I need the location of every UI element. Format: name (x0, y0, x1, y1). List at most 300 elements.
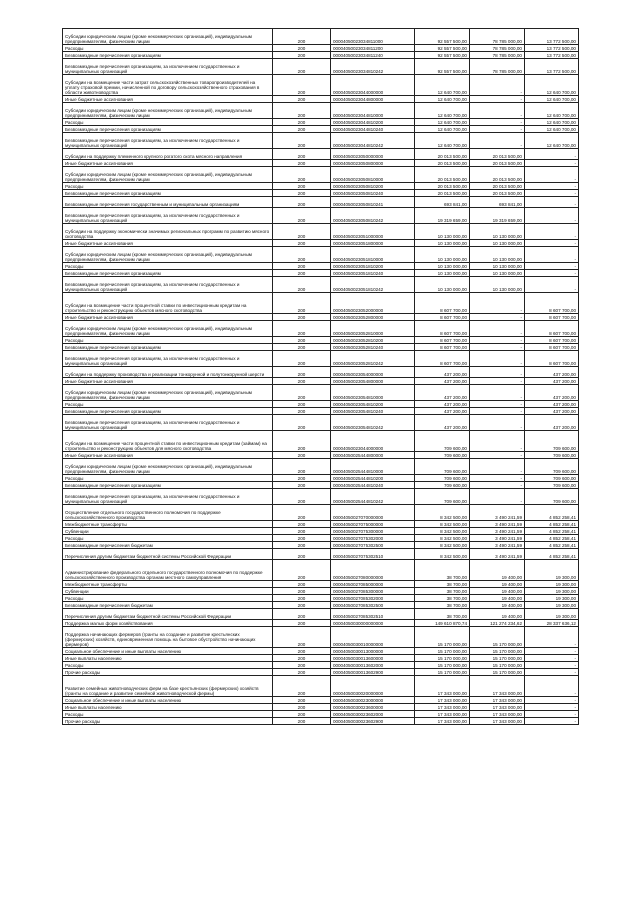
row-budget-code-cell: 00004050030013600000 (331, 655, 415, 662)
table-row (63, 535, 579, 542)
table-row (63, 378, 579, 385)
row-remainder-cell: - (525, 149, 579, 160)
row-budget-code-cell: 00004050023050810241 (331, 197, 415, 208)
table-row (63, 669, 579, 676)
row-line-code-cell: 200 (273, 662, 331, 669)
row-budget-code-cell: 00004050027085302510 (331, 609, 415, 620)
row-approved-cell: 709 600,00 (415, 459, 470, 475)
row-remainder-cell: - (525, 697, 579, 704)
row-executed-cell: 19 400,00 (470, 560, 525, 581)
row-remainder-cell: 19 300,00 (525, 581, 579, 588)
row-line-code-cell: 200 (273, 183, 331, 190)
row-line-code-cell: 200 (273, 119, 331, 126)
table-row (63, 133, 579, 149)
row-remainder-cell: - (525, 662, 579, 669)
row-line-code-cell: 200 (273, 588, 331, 595)
row-name-cell: Социальное обеспечение и иные выплаты населению (63, 697, 273, 704)
row-executed-cell: 3 490 241,59 (470, 528, 525, 535)
row-approved-cell: 709 600,00 (415, 489, 470, 505)
row-line-code-cell: 200 (273, 535, 331, 542)
row-budget-code-cell: 00004050027075000000 (331, 521, 415, 528)
row-executed-cell: 78 785 000,00 (470, 29, 525, 45)
row-executed-cell: 19 400,00 (470, 602, 525, 609)
row-name-cell: Безвозмездные перечисления организациям, за исключением государственных и муниципальных организаций (63, 415, 273, 431)
row-remainder-cell: 13 772 500,00 (525, 59, 579, 75)
row-line-code-cell: 200 (273, 224, 331, 240)
row-executed-cell: 10 130 000,00 (470, 270, 525, 277)
row-executed-cell: - (470, 351, 525, 367)
row-line-code-cell: 200 (273, 293, 331, 314)
table-row (63, 59, 579, 75)
row-executed-cell: 19 400,00 (470, 581, 525, 588)
row-executed-cell: - (470, 431, 525, 452)
table-row (63, 240, 579, 247)
row-executed-cell: 78 785 000,00 (470, 45, 525, 52)
row-budget-code-cell: 00004050023044810200 (331, 119, 415, 126)
row-remainder-cell: 19 300,00 (525, 560, 579, 581)
row-approved-cell: 15 170 000,00 (415, 662, 470, 669)
table-row (63, 711, 579, 718)
row-approved-cell: 17 343 000,00 (415, 711, 470, 718)
row-line-code-cell: 200 (273, 52, 331, 59)
row-name-cell: Субсидии на возмещение части процентной ставки по инвестиционным кредитам на строительство и реконструкцию объектов мясного скотоводства (63, 293, 273, 314)
table-row (63, 126, 579, 133)
row-budget-code-cell: 00004050027085300000 (331, 588, 415, 595)
row-remainder-cell: - (525, 197, 579, 208)
row-remainder-cell: 19 300,00 (525, 595, 579, 602)
table-row (63, 697, 579, 704)
row-remainder-cell: 437 200,00 (525, 415, 579, 431)
row-budget-code-cell: 00004050030023602000 (331, 711, 415, 718)
row-budget-code-cell: 00004050023050800000 (331, 160, 415, 167)
row-approved-cell: 10 130 000,00 (415, 224, 470, 240)
row-line-code-cell: 200 (273, 59, 331, 75)
row-executed-cell: 15 170 000,00 (470, 669, 525, 676)
row-budget-code-cell: 00004050027085302500 (331, 602, 415, 609)
row-name-cell: Иные бюджетные ассигнования (63, 314, 273, 321)
row-budget-code-cell: 00004050023052810240 (331, 344, 415, 351)
row-approved-cell: 437 200,00 (415, 367, 470, 378)
row-budget-code-cell: 00004050023034811000 (331, 29, 415, 45)
row-executed-cell: - (470, 321, 525, 337)
row-remainder-cell: 19 300,00 (525, 588, 579, 595)
row-name-cell: Перечисления другим бюджетам бюджетной системы Российской Федерации (63, 549, 273, 560)
table-row (63, 52, 579, 59)
table-row (63, 549, 579, 560)
row-remainder-cell: 709 600,00 (525, 452, 579, 459)
row-line-code-cell: 200 (273, 415, 331, 431)
row-remainder-cell: - (525, 240, 579, 247)
row-line-code-cell: 200 (273, 581, 331, 588)
row-remainder-cell: 28 337 636,12 (525, 620, 579, 627)
row-executed-cell: 10 130 000,00 (470, 224, 525, 240)
row-approved-cell: 12 640 700,00 (415, 75, 470, 96)
table-row (63, 542, 579, 549)
row-remainder-cell: - (525, 277, 579, 293)
row-approved-cell: 149 610 870,74 (415, 620, 470, 627)
row-executed-cell: 15 170 000,00 (470, 648, 525, 655)
row-approved-cell: 38 700,00 (415, 588, 470, 595)
row-line-code-cell: 200 (273, 167, 331, 183)
row-name-cell: Расходы (63, 595, 273, 602)
row-line-code-cell: 200 (273, 475, 331, 482)
row-remainder-cell: 4 852 258,41 (525, 528, 579, 535)
row-line-code-cell: 200 (273, 247, 331, 263)
row-approved-cell: 437 200,00 (415, 415, 470, 431)
row-name-cell: Расходы (63, 535, 273, 542)
row-name-cell: Иные бюджетные ассигнования (63, 378, 273, 385)
row-budget-code-cell: 00004050027085302000 (331, 595, 415, 602)
row-executed-cell: 78 785 000,00 (470, 52, 525, 59)
table-row (63, 183, 579, 190)
row-executed-cell: 3 490 241,59 (470, 542, 525, 549)
row-budget-code-cell: 00004050023050810240 (331, 190, 415, 197)
row-remainder-cell: 437 200,00 (525, 367, 579, 378)
row-remainder-cell: 709 600,00 (525, 459, 579, 475)
table-row (63, 224, 579, 240)
row-name-cell: Субсидии на поддержку экономически значимых региональных программ по развитию мясного скотоводства (63, 224, 273, 240)
table-row (63, 655, 579, 662)
row-executed-cell: - (470, 119, 525, 126)
row-line-code-cell: 200 (273, 676, 331, 697)
row-line-code-cell: 200 (273, 528, 331, 535)
table-row (63, 482, 579, 489)
row-name-cell: Субсидии на поддержку производства и реализации тонкорунной и полутонкорунной шерсти (63, 367, 273, 378)
row-remainder-cell: 4 852 258,41 (525, 521, 579, 528)
row-approved-cell: 12 640 700,00 (415, 103, 470, 119)
row-executed-cell: 3 490 241,59 (470, 521, 525, 528)
row-budget-code-cell: 00004050023054800000 (331, 378, 415, 385)
row-name-cell: Безвозмездные перечисления организациям (63, 126, 273, 133)
row-executed-cell: - (470, 385, 525, 401)
row-remainder-cell: 437 200,00 (525, 385, 579, 401)
row-approved-cell: 8 607 700,00 (415, 344, 470, 351)
table-row (63, 263, 579, 270)
row-budget-code-cell: 00004050030023602900 (331, 718, 415, 725)
table-row (63, 351, 579, 367)
row-approved-cell: 8 342 500,00 (415, 549, 470, 560)
row-name-cell: Безвозмездные перечисления организациям, за исключением государственных и муниципальных организаций (63, 351, 273, 367)
row-name-cell: Поддержка начинающих фермеров (гранты на создание и развитие крестьянских (фермерских) хозяйств, единовременная помощь на бытовое обустройство начинающих фермеров) (63, 627, 273, 648)
row-line-code-cell: 200 (273, 711, 331, 718)
row-remainder-cell: 709 600,00 (525, 489, 579, 505)
table-row (63, 452, 579, 459)
row-remainder-cell: - (525, 655, 579, 662)
row-approved-cell: 92 557 500,00 (415, 52, 470, 59)
row-remainder-cell: - (525, 648, 579, 655)
row-remainder-cell: 12 640 700,00 (525, 126, 579, 133)
row-line-code-cell: 200 (273, 367, 331, 378)
row-budget-code-cell: 00004050030013602900 (331, 669, 415, 676)
row-line-code-cell: 200 (273, 29, 331, 45)
row-line-code-cell: 200 (273, 697, 331, 704)
row-remainder-cell: 4 852 258,41 (525, 535, 579, 542)
row-executed-cell: 20 013 500,00 (470, 183, 525, 190)
table-row (63, 560, 579, 581)
row-executed-cell: - (470, 367, 525, 378)
row-name-cell: Субсидии юридическим лицам (кроме некоммерческих организаций), индивидуальным предпринимателям, физическим лицам (63, 321, 273, 337)
row-remainder-cell: 13 772 500,00 (525, 52, 579, 59)
row-approved-cell: 437 200,00 (415, 401, 470, 408)
row-remainder-cell: - (525, 160, 579, 167)
row-approved-cell: 10 130 000,00 (415, 240, 470, 247)
row-remainder-cell: 4 852 258,41 (525, 549, 579, 560)
row-line-code-cell: 200 (273, 263, 331, 270)
row-executed-cell: 17 343 000,00 (470, 704, 525, 711)
row-line-code-cell: 200 (273, 321, 331, 337)
row-name-cell: Прочие расходы (63, 718, 273, 725)
table-row (63, 160, 579, 167)
row-name-cell: Иные бюджетные ассигнования (63, 160, 273, 167)
row-budget-code-cell: 00004050023050810200 (331, 183, 415, 190)
row-line-code-cell: 200 (273, 149, 331, 160)
row-line-code-cell: 200 (273, 609, 331, 620)
row-name-cell: Расходы (63, 401, 273, 408)
row-approved-cell: 12 640 700,00 (415, 126, 470, 133)
table-row (63, 321, 579, 337)
row-line-code-cell: 200 (273, 505, 331, 521)
row-approved-cell: 437 200,00 (415, 378, 470, 385)
row-line-code-cell: 200 (273, 595, 331, 602)
row-name-cell: Безвозмездные перечисления организациям, за исключением государственных и муниципальных организаций (63, 133, 273, 149)
row-executed-cell: 17 343 000,00 (470, 718, 525, 725)
row-name-cell: Безвозмездные перечисления организациям, за исключением государственных и муниципальных организаций (63, 489, 273, 505)
row-name-cell: Прочие расходы (63, 669, 273, 676)
row-name-cell: Иные бюджетные ассигнования (63, 96, 273, 103)
row-line-code-cell: 200 (273, 549, 331, 560)
row-executed-cell: - (470, 344, 525, 351)
row-remainder-cell: 437 200,00 (525, 408, 579, 415)
row-executed-cell: - (470, 96, 525, 103)
row-budget-code-cell: 00004050023051810000 (331, 247, 415, 263)
row-approved-cell: 8 342 500,00 (415, 521, 470, 528)
row-budget-code-cell: 00004050023054810200 (331, 401, 415, 408)
row-executed-cell: 78 785 000,00 (470, 59, 525, 75)
table-row (63, 489, 579, 505)
row-approved-cell: 20 013 500,00 (415, 160, 470, 167)
row-executed-cell: 19 400,00 (470, 588, 525, 595)
row-executed-cell: - (470, 408, 525, 415)
row-remainder-cell: 12 640 700,00 (525, 103, 579, 119)
row-name-cell: Безвозмездные перечисления государственным и муниципальным организациям (63, 197, 273, 208)
row-remainder-cell: 12 640 700,00 (525, 75, 579, 96)
table-row (63, 167, 579, 183)
row-approved-cell: 10 130 000,00 (415, 270, 470, 277)
row-approved-cell: 8 607 700,00 (415, 293, 470, 314)
row-name-cell: Иные бюджетные ассигнования (63, 240, 273, 247)
row-name-cell: Администрирование федерального отдельного государственного полномочия по поддержке сельскохозяйственного производства органам местного самоуправления (63, 560, 273, 581)
row-name-cell: Безвозмездные перечисления организациям, за исключением государственных и муниципальных организаций (63, 59, 273, 75)
row-name-cell: Поддержка малых форм хозяйствования (63, 620, 273, 627)
table-row (63, 344, 579, 351)
row-name-cell: Субсидии на возмещение части процентной ставки по инвестиционным кредитам (займам) на строительство и реконструкцию объектов для мясного скотоводства (63, 431, 273, 452)
row-executed-cell: 20 013 500,00 (470, 160, 525, 167)
row-name-cell: Развитие семейных животноводческих ферм на базе крестьянских (фермерских) хозяйств (гранты на создание и развитие семейной животноводческой фермы) (63, 676, 273, 697)
row-name-cell: Безвозмездные перечисления организациям, за исключением государственных и муниципальных организаций (63, 277, 273, 293)
row-executed-cell: - (470, 459, 525, 475)
row-name-cell: Иные выплаты населению (63, 655, 273, 662)
row-approved-cell: 17 343 000,00 (415, 676, 470, 697)
row-executed-cell: 19 400,00 (470, 609, 525, 620)
row-budget-code-cell: 00004050023052000000 (331, 293, 415, 314)
row-line-code-cell: 200 (273, 103, 331, 119)
row-name-cell: Безвозмездные перечисления организациям (63, 270, 273, 277)
row-name-cell: Субсидии юридическим лицам (кроме некоммерческих организаций), индивидуальным предпринимателям, физическим лицам (63, 385, 273, 401)
row-executed-cell: 20 013 500,00 (470, 149, 525, 160)
row-remainder-cell: 4 852 258,41 (525, 542, 579, 549)
row-remainder-cell: 4 852 258,41 (525, 505, 579, 521)
budget-page (62, 28, 578, 725)
row-budget-code-cell: 00004050027085000000 (331, 581, 415, 588)
row-line-code-cell: 200 (273, 277, 331, 293)
row-remainder-cell: - (525, 704, 579, 711)
row-executed-cell: - (470, 103, 525, 119)
row-remainder-cell: - (525, 247, 579, 263)
table-row (63, 149, 579, 160)
row-budget-code-cell: 00004050030020000000 (331, 676, 415, 697)
table-row (63, 96, 579, 103)
table-row (63, 505, 579, 521)
row-line-code-cell: 200 (273, 401, 331, 408)
row-line-code-cell: 200 (273, 351, 331, 367)
row-remainder-cell: 709 600,00 (525, 475, 579, 482)
row-name-cell: Безвозмездные перечисления организациям (63, 408, 273, 415)
table-row (63, 609, 579, 620)
row-remainder-cell: - (525, 190, 579, 197)
row-line-code-cell: 200 (273, 378, 331, 385)
table-row (63, 431, 579, 452)
row-line-code-cell: 200 (273, 704, 331, 711)
table-row (63, 528, 579, 535)
row-executed-cell: - (470, 314, 525, 321)
row-budget-code-cell: 00004050025444800000 (331, 452, 415, 459)
row-executed-cell: - (470, 482, 525, 489)
row-remainder-cell: - (525, 167, 579, 183)
row-approved-cell: 12 640 700,00 (415, 133, 470, 149)
row-approved-cell: 12 640 700,00 (415, 96, 470, 103)
row-budget-code-cell: 00004050023051000000 (331, 224, 415, 240)
row-executed-cell: - (470, 401, 525, 408)
row-name-cell: Субсидии юридическим лицам (кроме некоммерческих организаций), индивидуальным предпринимателям, физическим лицам (63, 29, 273, 45)
row-line-code-cell: 200 (273, 197, 331, 208)
row-line-code-cell: 200 (273, 452, 331, 459)
table-row (63, 270, 579, 277)
table-row (63, 648, 579, 655)
row-executed-cell: - (470, 133, 525, 149)
row-line-code-cell: 200 (273, 385, 331, 401)
row-name-cell: Расходы (63, 711, 273, 718)
row-budget-code-cell: 00004050030013602000 (331, 662, 415, 669)
row-remainder-cell: - (525, 718, 579, 725)
row-budget-code-cell: 00004050023044800000 (331, 96, 415, 103)
table-row (63, 314, 579, 321)
row-approved-cell: 19 319 659,00 (415, 208, 470, 224)
row-approved-cell: 8 342 500,00 (415, 505, 470, 521)
row-executed-cell: 19 319 659,00 (470, 208, 525, 224)
row-remainder-cell: 8 607 700,00 (525, 351, 579, 367)
row-remainder-cell: - (525, 224, 579, 240)
row-approved-cell: 20 013 500,00 (415, 149, 470, 160)
row-executed-cell: - (470, 126, 525, 133)
table-row (63, 190, 579, 197)
row-approved-cell: 8 607 700,00 (415, 337, 470, 344)
row-approved-cell: 8 607 700,00 (415, 351, 470, 367)
row-line-code-cell: 200 (273, 344, 331, 351)
row-remainder-cell: 8 607 700,00 (525, 293, 579, 314)
row-name-cell: Субсидии на возмещение части затрат сельскохозяйственных товаропроизводителей на уплату страховой премии, начисленной по договору сельскохозяйственного страхования в области животноводства (63, 75, 273, 96)
row-executed-cell: 20 013 500,00 (470, 190, 525, 197)
row-executed-cell: 693 841,00 (470, 197, 525, 208)
table-row (63, 475, 579, 482)
row-executed-cell: 10 130 000,00 (470, 263, 525, 270)
row-executed-cell: 3 490 241,59 (470, 505, 525, 521)
row-approved-cell: 437 200,00 (415, 385, 470, 401)
row-remainder-cell: 709 600,00 (525, 431, 579, 452)
row-budget-code-cell: 00004050023051810240 (331, 270, 415, 277)
row-budget-code-cell: 00004050023050810242 (331, 208, 415, 224)
table-row (63, 459, 579, 475)
row-executed-cell: 3 490 241,59 (470, 535, 525, 542)
row-approved-cell: 15 170 000,00 (415, 648, 470, 655)
row-remainder-cell: - (525, 711, 579, 718)
row-line-code-cell: 200 (273, 560, 331, 581)
table-row (63, 119, 579, 126)
row-name-cell: Безвозмездные перечисления организациям, за исключением государственных и муниципальных организаций (63, 208, 273, 224)
row-approved-cell: 38 700,00 (415, 581, 470, 588)
row-budget-code-cell: 00004050023044000000 (331, 431, 415, 452)
row-name-cell: Расходы (63, 475, 273, 482)
row-executed-cell: - (470, 475, 525, 482)
row-remainder-cell: 8 607 700,00 (525, 337, 579, 344)
row-budget-code-cell: 00004050023051800000 (331, 240, 415, 247)
row-remainder-cell: 437 200,00 (525, 378, 579, 385)
row-line-code-cell: 200 (273, 482, 331, 489)
row-approved-cell: 8 607 700,00 (415, 321, 470, 337)
row-approved-cell: 15 170 000,00 (415, 655, 470, 662)
row-executed-cell: 3 490 241,59 (470, 549, 525, 560)
row-executed-cell: 15 170 000,00 (470, 655, 525, 662)
row-remainder-cell: 12 640 700,00 (525, 119, 579, 126)
row-approved-cell: 8 342 500,00 (415, 542, 470, 549)
row-approved-cell: 709 600,00 (415, 475, 470, 482)
table-row (63, 415, 579, 431)
row-name-cell: Безвозмездные перечисления организациям (63, 482, 273, 489)
row-budget-code-cell: 00004050023044810242 (331, 133, 415, 149)
row-approved-cell: 20 013 500,00 (415, 190, 470, 197)
row-name-cell: Субсидии юридическим лицам (кроме некоммерческих организаций), индивидуальным предпринимателям, физическим лицам (63, 459, 273, 475)
row-line-code-cell: 200 (273, 45, 331, 52)
row-name-cell: Расходы (63, 662, 273, 669)
row-remainder-cell: 13 772 500,00 (525, 45, 579, 52)
row-executed-cell: - (470, 75, 525, 96)
row-executed-cell: 15 170 000,00 (470, 662, 525, 669)
row-name-cell: Безвозмездные перечисления организациям (63, 344, 273, 351)
row-name-cell: Осуществление отдельного государственного полномочия по поддержке сельскохозяйственного производства (63, 505, 273, 521)
row-approved-cell: 17 343 000,00 (415, 704, 470, 711)
table-row (63, 602, 579, 609)
row-executed-cell: - (470, 415, 525, 431)
row-name-cell: Безвозмездные перечисления организациям (63, 190, 273, 197)
row-line-code-cell: 200 (273, 648, 331, 655)
table-row (63, 718, 579, 725)
row-approved-cell: 38 700,00 (415, 595, 470, 602)
row-line-code-cell: 200 (273, 542, 331, 549)
row-executed-cell: 15 170 000,00 (470, 627, 525, 648)
row-budget-code-cell: 00004050025444810242 (331, 489, 415, 505)
row-executed-cell: 20 013 500,00 (470, 167, 525, 183)
table-row (63, 103, 579, 119)
row-approved-cell: 709 600,00 (415, 482, 470, 489)
